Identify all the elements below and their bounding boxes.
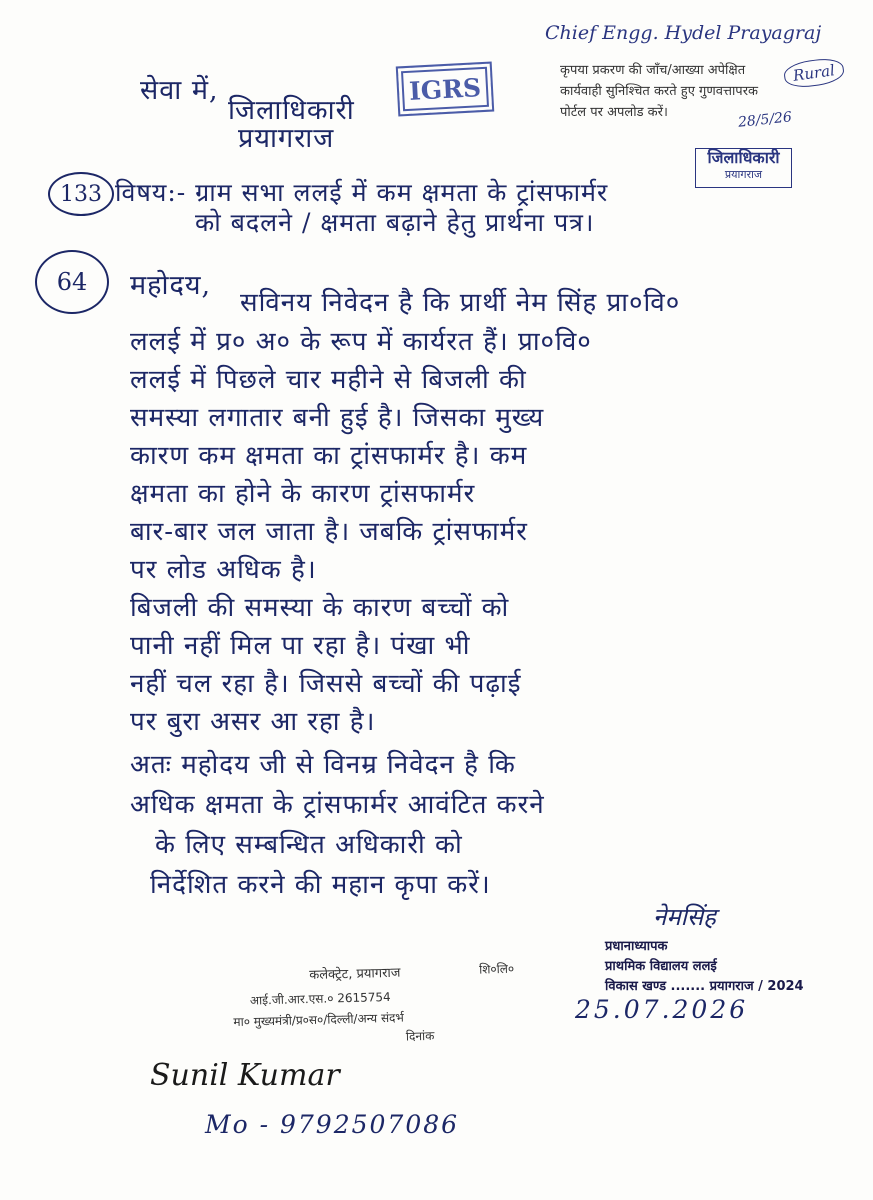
reference-number-circle-2: 64 <box>35 250 109 314</box>
dm-stamp <box>695 148 792 188</box>
endorsement-stamp-line-3: पोर्टल पर अपलोड करें। <box>560 105 668 120</box>
body-line-8: पर लोड अधिक है। <box>130 555 317 585</box>
body-line-5: कारण कम क्षमता का ट्रांसफार्मर है। कम <box>130 441 528 471</box>
collectorate-stamp-line-2: आई.जी.आर.एस.० 2615754 <box>249 989 391 1008</box>
address-sewa-me: सेवा में, <box>140 75 219 106</box>
collectorate-stamp-title: कलेक्ट्रेट, प्रयागराज <box>309 965 401 984</box>
body-line-12: पर बुरा असर आ रहा है। <box>130 707 376 737</box>
signature-date: 25.07.2026 <box>575 995 749 1024</box>
collectorate-stamp-line-4: दिनांक <box>405 1028 435 1044</box>
igrs-stamp: IGRS <box>396 62 494 117</box>
collectorate-stamp-line-3: मा० मुख्यमंत्री/प्र०स०/दिल्ली/अन्य संदर्भ <box>233 1010 405 1030</box>
body-line-2: ललई में प्र० अ० के रूप में कार्यरत हैं। प्रा०वि० <box>130 327 592 357</box>
body-line-16: निर्देशित करने की महान कृपा करें। <box>150 870 491 900</box>
body-line-9: बिजली की समस्या के कारण बच्चों को <box>130 593 510 623</box>
collectorate-stamp-title-right: शि०लि० <box>478 961 515 977</box>
rural-note: Rural <box>782 56 845 90</box>
salutation: महोदय, <box>130 270 212 301</box>
address-to: जिलाधिकारी <box>228 95 355 126</box>
signature-stamp-line-2: प्राथमिक विद्यालय ललई <box>605 959 717 974</box>
endorsement-handwritten-to: Chief Engg. Hydel Prayagraj <box>545 22 822 44</box>
body-line-4: समस्या लगातार बनी हुई है। जिसका मुख्य <box>130 403 545 433</box>
subject-line-1: विषय:- ग्राम सभा ललई में कम क्षमता के ट्रांसफार्मर <box>115 178 609 207</box>
forwarder-signature: Sunil Kumar <box>150 1058 340 1093</box>
endorsement-stamp <box>560 60 758 123</box>
signature-stamp-line-1: प्रधानाध्यापक <box>605 939 668 954</box>
endorsement-date: 28/5/26 <box>737 109 793 131</box>
subject-line-2: को बदलने / क्षमता बढ़ाने हेतु प्रार्थना पत्र। <box>195 208 595 237</box>
signature-name: नेमसिंह <box>653 903 716 931</box>
dm-stamp-line-1: जिलाधिकारी <box>707 148 780 167</box>
body-line-11: नहीं चल रहा है। जिससे बच्चों की पढ़ाई <box>130 669 522 699</box>
body-line-14: अधिक क्षमता के ट्रांसफार्मर आवंटित करने <box>130 790 545 820</box>
body-line-7: बार-बार जल जाता है। जबकि ट्रांसफार्मर <box>130 517 528 547</box>
signature-stamp <box>605 937 804 997</box>
forwarder-mobile: Mo - 9792507086 <box>205 1110 460 1139</box>
body-line-10: पानी नहीं मिल पा रहा है। पंखा भी <box>130 631 471 661</box>
dm-stamp-line-2: प्रयागराज <box>724 168 763 181</box>
collectorate-stamp <box>224 959 551 1047</box>
endorsement-stamp-line-1: कृपया प्रकरण की जाँच/आख्या अपेक्षित <box>560 63 746 78</box>
body-line-3: ललई में पिछले चार महीने से बिजली की <box>130 365 527 395</box>
body-line-15: के लिए सम्बन्धित अधिकारी को <box>155 830 463 860</box>
reference-number-circle-1: 133 <box>48 172 114 216</box>
body-line-1: सविनय निवेदन है कि प्रार्थी नेम सिंह प्रा०वि० <box>240 288 681 318</box>
body-line-6: क्षमता का होने के कारण ट्रांसफार्मर <box>130 479 476 509</box>
endorsement-stamp-line-2: कार्यवाही सुनिश्चित करते हुए गुणवत्तापरक <box>560 84 758 99</box>
body-line-13: अतः महोदय जी से विनम्र निवेदन है कि <box>130 750 516 780</box>
address-city: प्रयागराज <box>238 123 335 154</box>
signature-stamp-line-3: विकास खण्ड ....... प्रयागराज / 2024 <box>605 979 804 994</box>
